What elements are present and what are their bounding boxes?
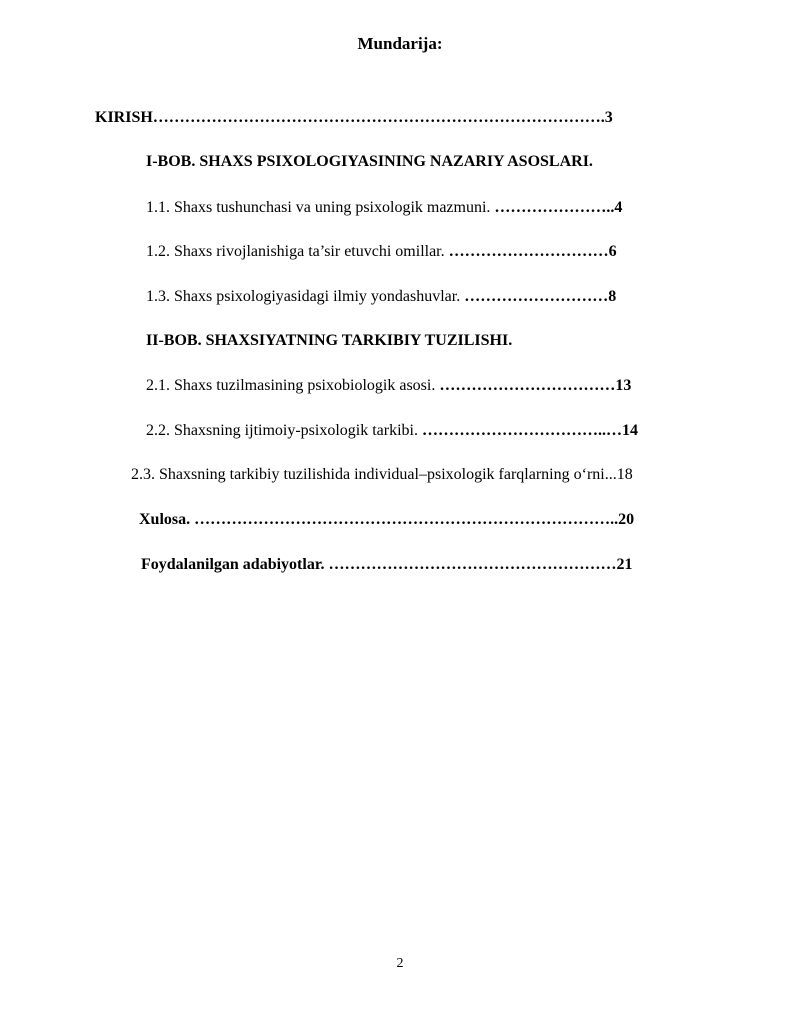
toc-chapter-1[interactable] — [146, 152, 593, 172]
toc-entry-1-1[interactable] — [146, 198, 622, 218]
toc-entry-references[interactable] — [141, 555, 632, 575]
toc-entry-1-2[interactable] — [146, 242, 617, 262]
toc-entry-text: 1.2. Shaxs rivojlanishiga ta’sir etuvchi omillar. — [146, 243, 449, 260]
toc-leader: ……………………………..…14 — [422, 422, 638, 439]
toc-entry-text: 2.3. Shaxsning tarkibiy tuzilishida individual–psixologik farqlarning oʻrni...18 — [131, 466, 633, 483]
toc-entry-xulosa[interactable] — [139, 510, 634, 530]
page-number: 2 — [396, 956, 404, 971]
toc-entry-2-2[interactable] — [146, 421, 638, 441]
toc-entry-1-3[interactable] — [146, 287, 616, 307]
toc-entry-text: 2.1. Shaxs tuzilmasining psixobiologik asosi. — [146, 377, 440, 394]
toc-entry-text: 1.3. Shaxs psixologiyasidagi ilmiy yondashuvlar. — [146, 288, 465, 305]
toc-entry-text: II-BOB. SHAXSIYATNING TARKIBIY TUZILISHI. — [146, 332, 513, 349]
page-title: Mundarija: — [357, 34, 443, 53]
toc-entry-text: I-BOB. SHAXS PSIXOLOGIYASINING NAZARIY ASOSLARI. — [146, 153, 593, 170]
toc-entry-text: 1.1. Shaxs tushunchasi va uning psixologik mazmuni. — [146, 199, 495, 216]
toc-entry-text: 2.2. Shaxsning ijtimoiy-psixologik tarkibi. — [146, 422, 422, 439]
toc-leader: ………………………8 — [464, 288, 617, 305]
toc-entry-text: KIRISH………………………………………………………………………….3 — [95, 109, 613, 126]
toc-leader: …………………..4 — [494, 199, 623, 216]
toc-chapter-2[interactable] — [146, 331, 512, 351]
toc-leader: ……………………………13 — [439, 377, 632, 394]
toc-entry-2-1[interactable] — [146, 376, 631, 396]
toc-entry-kirish[interactable] — [95, 108, 613, 128]
toc-entry-2-3[interactable] — [131, 465, 633, 485]
toc-entry-text: Xulosa. ……………………………………………………………………..20 — [139, 511, 635, 528]
toc-leader: …………………………6 — [448, 243, 617, 260]
toc-entry-text: Foydalanilgan adabiyotlar. ………………………………………………21 — [141, 556, 633, 573]
